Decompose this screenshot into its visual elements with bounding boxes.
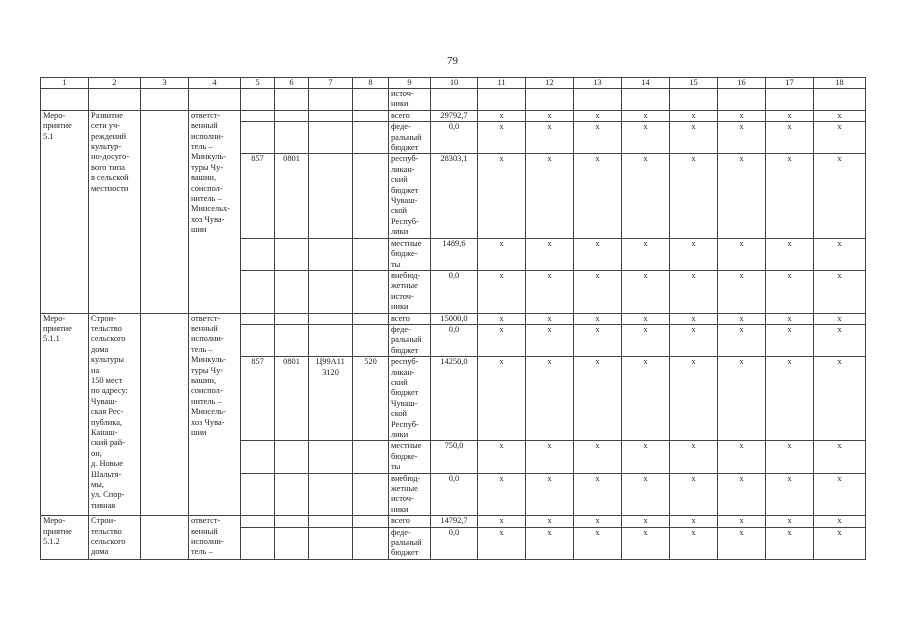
measure-col3-cell xyxy=(141,516,189,560)
section-code-cell xyxy=(275,238,309,270)
measure-id-cell: Меро- приятие 5.1 xyxy=(41,110,89,313)
year-value-cell: x xyxy=(574,238,622,270)
source-cell: внебюд- жетные источ- ники xyxy=(389,473,431,516)
target-code-cell xyxy=(309,122,353,154)
expense-code-cell xyxy=(353,324,389,356)
year-value-cell: x xyxy=(718,473,766,516)
year-value-cell: x xyxy=(574,516,622,527)
target-code-cell xyxy=(309,516,353,527)
source-cell: респуб- ликан- ский бюджет Чуваш- ской Респуб- лики xyxy=(389,154,431,238)
grbs-code-cell xyxy=(241,527,275,559)
year-value-cell: x xyxy=(574,473,622,516)
year-value-cell: x xyxy=(478,441,526,473)
year-value-cell: x xyxy=(574,110,622,121)
year-value-cell: x xyxy=(574,357,622,441)
expense-code-cell: 520 xyxy=(353,357,389,441)
expense-code-cell xyxy=(353,527,389,559)
year-value-cell: x xyxy=(766,270,814,313)
year-value-cell: x xyxy=(622,441,670,473)
year-value-cell: x xyxy=(814,441,866,473)
year-value-cell: x xyxy=(670,324,718,356)
target-code-cell xyxy=(309,270,353,313)
empty-cell xyxy=(574,89,622,111)
year-value-cell: x xyxy=(814,154,866,238)
empty-cell xyxy=(431,89,478,111)
year-value-cell: x xyxy=(814,473,866,516)
year-value-cell: x xyxy=(574,441,622,473)
measure-name-cell: Строи- тельство сельского дома xyxy=(89,516,141,560)
table-row xyxy=(41,313,866,324)
year-value-cell: x xyxy=(622,357,670,441)
year-value-cell: x xyxy=(766,527,814,559)
source-cell: феде- ральный бюджет xyxy=(389,324,431,356)
grbs-code-cell xyxy=(241,110,275,121)
year-value-cell: x xyxy=(814,516,866,527)
target-code-cell xyxy=(309,313,353,324)
year-value-cell: x xyxy=(478,313,526,324)
expense-code-cell xyxy=(353,270,389,313)
year-value-cell: x xyxy=(526,324,574,356)
amount-cell: 0,0 xyxy=(431,324,478,356)
year-value-cell: x xyxy=(574,154,622,238)
grbs-code-cell xyxy=(241,270,275,313)
empty-cell xyxy=(353,89,389,111)
target-code-cell xyxy=(309,110,353,121)
column-header: 17 xyxy=(766,78,814,89)
column-header: 1 xyxy=(41,78,89,89)
year-value-cell: x xyxy=(718,324,766,356)
empty-cell xyxy=(766,89,814,111)
section-code-cell xyxy=(275,122,309,154)
grbs-code-cell xyxy=(241,122,275,154)
grbs-code-cell: 857 xyxy=(241,154,275,238)
year-value-cell: x xyxy=(526,527,574,559)
year-value-cell: x xyxy=(526,154,574,238)
section-code-cell xyxy=(275,473,309,516)
empty-cell xyxy=(814,89,866,111)
section-code-cell: 0801 xyxy=(275,357,309,441)
section-code-cell xyxy=(275,516,309,527)
year-value-cell: x xyxy=(622,238,670,270)
year-value-cell: x xyxy=(814,110,866,121)
year-value-cell: x xyxy=(766,122,814,154)
source-cell: местные бюдже- ты xyxy=(389,238,431,270)
measure-name-cell: Строи- тельство сельского дома культуры на 150 мест по адресу: Чуваш- ская Рес- публика, Канаш- ский рай- он, д. Новые Шальтя- мы, ул. Спор- тивная xyxy=(89,313,141,516)
year-value-cell: x xyxy=(718,270,766,313)
grbs-code-cell xyxy=(241,441,275,473)
year-value-cell: x xyxy=(766,238,814,270)
year-value-cell: x xyxy=(526,238,574,270)
year-value-cell: x xyxy=(766,313,814,324)
expense-code-cell xyxy=(353,313,389,324)
target-code-cell: Ц99А11 3120 xyxy=(309,357,353,441)
year-value-cell: x xyxy=(670,238,718,270)
year-value-cell: x xyxy=(526,270,574,313)
expense-code-cell xyxy=(353,154,389,238)
year-value-cell: x xyxy=(574,122,622,154)
year-value-cell: x xyxy=(814,324,866,356)
year-value-cell: x xyxy=(478,527,526,559)
year-value-cell: x xyxy=(622,110,670,121)
section-code-cell xyxy=(275,110,309,121)
amount-cell: 28303,1 xyxy=(431,154,478,238)
amount-cell: 0,0 xyxy=(431,527,478,559)
column-header: 15 xyxy=(670,78,718,89)
year-value-cell: x xyxy=(478,110,526,121)
amount-cell: 1489,6 xyxy=(431,238,478,270)
grbs-code-cell: 857 xyxy=(241,357,275,441)
column-header: 5 xyxy=(241,78,275,89)
year-value-cell: x xyxy=(478,324,526,356)
year-value-cell: x xyxy=(814,270,866,313)
year-value-cell: x xyxy=(718,238,766,270)
section-code-cell xyxy=(275,313,309,324)
budget-table xyxy=(40,77,866,560)
column-header: 8 xyxy=(353,78,389,89)
column-header: 3 xyxy=(141,78,189,89)
year-value-cell: x xyxy=(622,473,670,516)
column-header: 9 xyxy=(389,78,431,89)
year-value-cell: x xyxy=(622,154,670,238)
table-row xyxy=(41,516,866,527)
amount-cell: 0,0 xyxy=(431,122,478,154)
empty-cell xyxy=(478,89,526,111)
expense-code-cell xyxy=(353,110,389,121)
amount-cell: 750,0 xyxy=(431,441,478,473)
page-number: 79 xyxy=(447,55,458,67)
year-value-cell: x xyxy=(766,357,814,441)
year-value-cell: x xyxy=(526,473,574,516)
year-value-cell: x xyxy=(478,154,526,238)
empty-cell xyxy=(89,89,141,111)
measure-col3-cell xyxy=(141,313,189,516)
year-value-cell: x xyxy=(766,441,814,473)
year-value-cell: x xyxy=(574,270,622,313)
year-value-cell: x xyxy=(814,527,866,559)
year-value-cell: x xyxy=(526,357,574,441)
year-value-cell: x xyxy=(622,516,670,527)
expense-code-cell xyxy=(353,122,389,154)
column-header: 10 xyxy=(431,78,478,89)
source-cell: источ- ники xyxy=(389,89,431,111)
target-code-cell xyxy=(309,154,353,238)
amount-cell: 0,0 xyxy=(431,270,478,313)
section-code-cell xyxy=(275,527,309,559)
year-value-cell: x xyxy=(670,527,718,559)
amount-cell: 0,0 xyxy=(431,473,478,516)
column-header: 2 xyxy=(89,78,141,89)
source-cell: всего xyxy=(389,516,431,527)
empty-cell xyxy=(41,89,89,111)
year-value-cell: x xyxy=(670,473,718,516)
year-value-cell: x xyxy=(718,516,766,527)
year-value-cell: x xyxy=(478,122,526,154)
year-value-cell: x xyxy=(574,313,622,324)
expense-code-cell xyxy=(353,516,389,527)
grbs-code-cell xyxy=(241,313,275,324)
year-value-cell: x xyxy=(766,324,814,356)
amount-cell: 14792,7 xyxy=(431,516,478,527)
column-header: 6 xyxy=(275,78,309,89)
section-code-cell: 0801 xyxy=(275,154,309,238)
grbs-code-cell xyxy=(241,238,275,270)
empty-cell xyxy=(622,89,670,111)
executor-cell: ответст- венный исполни- тель – Минкуль- туры Чу- вашии, соиспол- нитель – Минсель- хоз Чува- шии xyxy=(189,313,241,516)
year-value-cell: x xyxy=(766,473,814,516)
year-value-cell: x xyxy=(670,313,718,324)
empty-cell xyxy=(189,89,241,111)
year-value-cell: x xyxy=(766,110,814,121)
grbs-code-cell xyxy=(241,516,275,527)
target-code-cell xyxy=(309,473,353,516)
empty-cell xyxy=(718,89,766,111)
year-value-cell: x xyxy=(526,441,574,473)
year-value-cell: x xyxy=(670,357,718,441)
amount-cell: 15000,0 xyxy=(431,313,478,324)
empty-cell xyxy=(141,89,189,111)
year-value-cell: x xyxy=(718,313,766,324)
amount-cell: 29792,7 xyxy=(431,110,478,121)
empty-cell xyxy=(309,89,353,111)
year-value-cell: x xyxy=(478,270,526,313)
expense-code-cell xyxy=(353,473,389,516)
column-header-row xyxy=(41,78,866,89)
column-header: 13 xyxy=(574,78,622,89)
year-value-cell: x xyxy=(718,441,766,473)
source-cell: респуб- ликан- ский бюджет Чуваш- ской Респуб- лики xyxy=(389,357,431,441)
expense-code-cell xyxy=(353,238,389,270)
column-header: 4 xyxy=(189,78,241,89)
year-value-cell: x xyxy=(670,122,718,154)
year-value-cell: x xyxy=(622,313,670,324)
year-value-cell: x xyxy=(574,527,622,559)
empty-cell xyxy=(241,89,275,111)
year-value-cell: x xyxy=(526,313,574,324)
target-code-cell xyxy=(309,527,353,559)
target-code-cell xyxy=(309,238,353,270)
year-value-cell: x xyxy=(622,324,670,356)
year-value-cell: x xyxy=(718,122,766,154)
table-row xyxy=(41,110,866,121)
year-value-cell: x xyxy=(766,516,814,527)
year-value-cell: x xyxy=(670,154,718,238)
executor-cell: ответст- венный исполни- тель – Минкуль- туры Чу- вашии, соиспол- нитель – Минсельх- хоз Чува- шии xyxy=(189,110,241,313)
year-value-cell: x xyxy=(670,441,718,473)
year-value-cell: x xyxy=(718,110,766,121)
grbs-code-cell xyxy=(241,324,275,356)
expense-code-cell xyxy=(353,441,389,473)
year-value-cell: x xyxy=(478,473,526,516)
year-value-cell: x xyxy=(814,313,866,324)
year-value-cell: x xyxy=(718,357,766,441)
column-header: 7 xyxy=(309,78,353,89)
year-value-cell: x xyxy=(526,516,574,527)
year-value-cell: x xyxy=(478,238,526,270)
year-value-cell: x xyxy=(670,516,718,527)
source-cell: местные бюдже- ты xyxy=(389,441,431,473)
target-code-cell xyxy=(309,324,353,356)
column-header: 14 xyxy=(622,78,670,89)
grbs-code-cell xyxy=(241,473,275,516)
year-value-cell: x xyxy=(814,122,866,154)
year-value-cell: x xyxy=(478,516,526,527)
source-cell: всего xyxy=(389,313,431,324)
source-cell: всего xyxy=(389,110,431,121)
year-value-cell: x xyxy=(814,238,866,270)
year-value-cell: x xyxy=(670,270,718,313)
column-header: 16 xyxy=(718,78,766,89)
measure-name-cell: Развитие сети уч- реждений культур- но-досуго- вого типа в сельской местности xyxy=(89,110,141,313)
source-cell: феде- ральный бюджет xyxy=(389,122,431,154)
empty-cell xyxy=(275,89,309,111)
section-code-cell xyxy=(275,270,309,313)
source-cell: внебюд- жетные источ- ники xyxy=(389,270,431,313)
year-value-cell: x xyxy=(718,527,766,559)
year-value-cell: x xyxy=(622,122,670,154)
year-value-cell: x xyxy=(814,357,866,441)
empty-cell xyxy=(670,89,718,111)
source-cell: феде- ральный бюджет xyxy=(389,527,431,559)
year-value-cell: x xyxy=(478,357,526,441)
year-value-cell: x xyxy=(622,527,670,559)
year-value-cell: x xyxy=(526,110,574,121)
year-value-cell: x xyxy=(622,270,670,313)
measure-col3-cell xyxy=(141,110,189,313)
amount-cell: 14250,0 xyxy=(431,357,478,441)
measure-id-cell: Меро- приятие 5.1.2 xyxy=(41,516,89,560)
year-value-cell: x xyxy=(718,154,766,238)
year-value-cell: x xyxy=(526,122,574,154)
measure-id-cell: Меро- приятие 5.1.1 xyxy=(41,313,89,516)
year-value-cell: x xyxy=(574,324,622,356)
empty-cell xyxy=(526,89,574,111)
executor-cell: ответст- венный исполни- тель – xyxy=(189,516,241,560)
column-header: 12 xyxy=(526,78,574,89)
target-code-cell xyxy=(309,441,353,473)
continuation-row xyxy=(41,89,866,111)
year-value-cell: x xyxy=(670,110,718,121)
section-code-cell xyxy=(275,324,309,356)
section-code-cell xyxy=(275,441,309,473)
column-header: 11 xyxy=(478,78,526,89)
year-value-cell: x xyxy=(766,154,814,238)
column-header: 18 xyxy=(814,78,866,89)
